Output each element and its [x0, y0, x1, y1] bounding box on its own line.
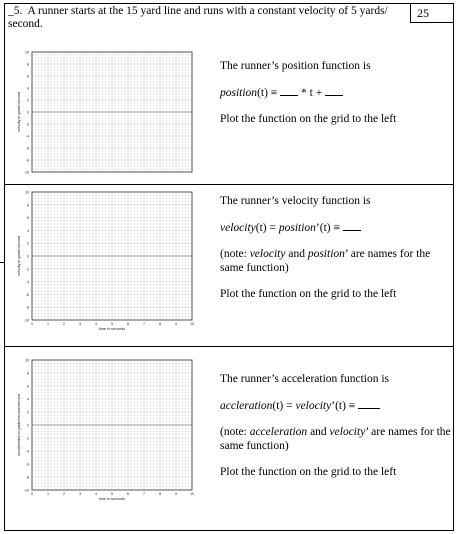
y-tick-label: -4 [25, 134, 29, 139]
formula-part: ’(t) ≡ [315, 222, 343, 234]
x-tick-label: 4 [95, 492, 97, 496]
x-axis-label: time in seconds [98, 327, 126, 331]
position-name: position [220, 87, 258, 99]
y-tick-label: 2 [27, 410, 29, 415]
note-part: and [285, 248, 308, 260]
y-tick-label: 6 [27, 216, 29, 221]
points-box [410, 3, 454, 23]
x-tick-label: 9 [175, 322, 177, 326]
y-tick-label: 6 [27, 384, 29, 389]
x-tick-label: 6 [127, 492, 129, 496]
formula-part: (t) ≡ [257, 87, 281, 99]
position-formula [220, 86, 452, 100]
x-axis-label: time in seconds [98, 497, 126, 501]
position-grid[interactable] [14, 46, 200, 180]
note-part: (note: [220, 426, 250, 438]
note-name: velocity [329, 426, 366, 438]
velocity-grid[interactable] [14, 186, 200, 334]
x-tick-label: 3 [79, 492, 81, 496]
position-instruction: Plot the function on the grid to the left [220, 113, 397, 125]
problem-number: _5. [8, 5, 23, 17]
note-name: velocity [249, 248, 286, 260]
velocity-name: velocity [295, 400, 332, 412]
problem-text: A runner starts at the 15 yard line and runs with a constant velocity of 5 yards/ second. [8, 5, 388, 30]
x-tick-label: 8 [159, 322, 161, 326]
y-tick-label: -8 [25, 475, 29, 480]
y-tick-label: -10 [23, 170, 29, 175]
y-tick-label: -4 [25, 449, 29, 454]
acceleration-formula [220, 399, 452, 413]
acceleration-grid[interactable] [14, 354, 200, 506]
points-value: 25 [417, 6, 429, 20]
x-tick-label: 4 [95, 322, 97, 326]
y-tick-label: -10 [23, 318, 29, 323]
acceleration-blank[interactable] [358, 399, 380, 409]
x-tick-label: 10 [190, 492, 194, 496]
formula-part: (t) = [272, 400, 296, 412]
y-tick-label: -6 [25, 146, 29, 151]
y-tick-label: 0 [27, 254, 29, 259]
velocity-instruction: Plot the function on the grid to the left [220, 288, 397, 300]
velocity-section [220, 194, 452, 301]
acceleration-note [220, 425, 452, 453]
velocity-note [220, 247, 452, 275]
note-name: position [307, 248, 345, 260]
x-tick-label: 1 [47, 492, 49, 496]
acceleration-name: accleration [220, 400, 273, 412]
y-tick-label: 4 [27, 228, 29, 233]
y-axis-label: velocity in yards/second [17, 235, 21, 277]
y-axis-label: acceleration in yards/second/second [17, 394, 21, 456]
y-tick-label: 4 [27, 86, 29, 91]
y-tick-label: -8 [25, 305, 29, 310]
x-tick-label: 0 [31, 492, 33, 496]
velocity-name: velocity [220, 222, 256, 234]
x-tick-label: 7 [143, 322, 145, 326]
x-tick-label: 2 [63, 492, 65, 496]
acceleration-instruction: Plot the function on the grid to the left [220, 466, 397, 478]
acceleration-heading: The runner’s acceleration function is [220, 373, 390, 385]
note-part: ’ are names for the same function) [220, 426, 451, 452]
x-tick-label: 5 [111, 492, 113, 496]
formula-part: (t) = [255, 222, 279, 234]
position-heading: The runner’s position function is [220, 60, 371, 72]
y-tick-label: 2 [27, 98, 29, 103]
acceleration-section [220, 372, 452, 479]
y-tick-label: 0 [27, 110, 29, 115]
x-tick-label: 0 [31, 322, 33, 326]
position-section [220, 59, 452, 126]
y-tick-label: 10 [25, 50, 29, 55]
problem-statement [8, 5, 404, 31]
y-tick-label: 8 [27, 62, 29, 67]
y-tick-label: 2 [27, 241, 29, 246]
y-tick-label: 8 [27, 203, 29, 208]
y-tick-label: 6 [27, 74, 29, 79]
y-tick-label: -2 [25, 122, 29, 127]
x-tick-label: 6 [127, 322, 129, 326]
y-tick-label: -6 [25, 292, 29, 297]
section-divider-2 [4, 346, 454, 347]
formula-part: * t + [298, 87, 326, 99]
x-tick-label: 8 [159, 492, 161, 496]
formula-part: ’(t) ≡ [331, 400, 359, 412]
position-name: position [278, 222, 316, 234]
margin-mark [0, 262, 4, 263]
y-tick-label: -2 [25, 267, 29, 272]
intercept-blank[interactable] [325, 86, 343, 96]
y-tick-label: 4 [27, 397, 29, 402]
frame-top-border [4, 3, 414, 4]
slope-blank[interactable] [280, 86, 298, 96]
y-tick-label: 8 [27, 371, 29, 376]
x-tick-label: 10 [190, 322, 194, 326]
note-name: acceleration [249, 426, 308, 438]
section-divider-1 [4, 184, 454, 185]
x-tick-label: 7 [143, 492, 145, 496]
y-tick-label: -8 [25, 158, 29, 163]
y-tick-label: 10 [25, 358, 29, 363]
y-tick-label: -10 [23, 488, 29, 493]
y-tick-label: 10 [25, 190, 29, 195]
note-part: (note: [220, 248, 250, 260]
x-tick-label: 9 [175, 492, 177, 496]
y-tick-label: -2 [25, 436, 29, 441]
velocity-heading: The runner’s velocity function is [220, 195, 371, 207]
y-tick-label: -6 [25, 462, 29, 467]
note-part: ’ are names for the same function) [220, 248, 431, 274]
velocity-formula [220, 221, 452, 235]
y-axis-label: velocity in yards/second [17, 91, 21, 133]
y-tick-label: -4 [25, 280, 29, 285]
velocity-blank[interactable] [343, 221, 361, 231]
x-tick-label: 2 [63, 322, 65, 326]
note-part: and [307, 426, 330, 438]
x-tick-label: 3 [79, 322, 81, 326]
x-tick-label: 5 [111, 322, 113, 326]
x-tick-label: 1 [47, 322, 49, 326]
y-tick-label: 0 [27, 423, 29, 428]
